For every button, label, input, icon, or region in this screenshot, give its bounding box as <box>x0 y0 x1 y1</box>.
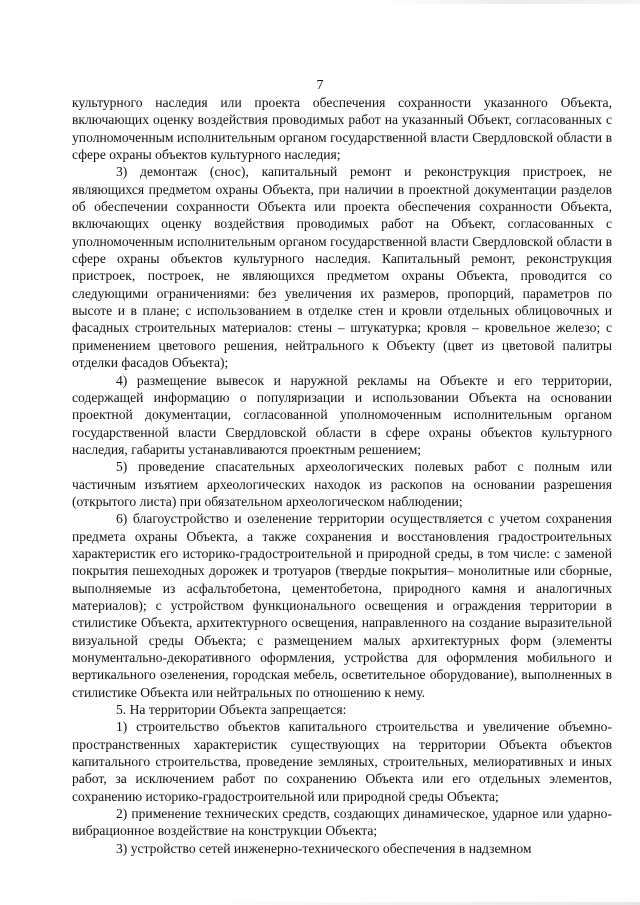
paragraph-item-6-landscaping: 6) благоустройство и озеленение территории осуществляется с учетом сохранения предмета охраны Объекта, а также сохранения и восстановления градостроительных характеристик его историко-градостроительной и природной среды, в том числе: с заменой покрытия пешеходных дорожек и тротуаров (твердые покрытия– монолитные или сборные, выполняемые из асфальтобетона, цементобетона, природного камня и аналогичных материалов); с устройством функционального освещения и ограждения территории в стилистике Объекта, архитектурного освещения, направленного на создание выразительной визуальной среды Объекта; с размещением малых архитектурных форм (элементы монументально-декоративного оформления, устройства для оформления мобильного и вертикального озеленения, городская мебель, осветительное оборудование), выполненных в стилистике Объекта или нейтральных по отношению к нему. <box>72 511 612 700</box>
prohibition-item-1: 1) строительство объектов капитального строительства и увеличение объемно-пространственных характеристик существующих на территории Объекта объектов капитального строительства, проведение земляных, строительных, мелиоративных и иных работ, за исключением работ по сохранению Объекта или его отдельных элементов, сохранению историко-градостроительной или природной среды Объекта; <box>72 719 612 804</box>
paragraph-item-3-demolition: 3) демонтаж (снос), капитальный ремонт и реконструкция пристроек, не являющихся предметом охраны Объекта, при наличии в проектной документации разделов об обеспечении сохранности Объекта или проекта обеспечения сохранности Объекта, включающих оценку воздействия проводимых работ на Объект, согласованных с уполномоченным исполнительным органом государственной власти Свердловской области в сфере охраны объектов культурного наследия. Капитальный ремонт, реконструкция пристроек, построек, не являющихся предметом охраны Объекта, проводится со следующими ограничениями: без увеличения их размеров, пропорций, параметров по высоте и в плане; с использованием в отделке стен и кровли отдельных облицовочных и фасадных строительных материалов: стены – штукатурка; кровля – кровельное железо; с применением цветового решения, нейтрального к Объекту (цвет из цветовой палитры отделки фасадов Объекта); <box>72 164 612 371</box>
page-number: 7 <box>316 78 324 93</box>
section-5-heading: 5. На территории Объекта запрещается: <box>116 702 347 718</box>
paragraph-item-4-signage: 4) размещение вывесок и наружной рекламы на Объекте и его территории, содержащей информацию о популяризации и использовании Объекта на основании проектной документации, согласованной уполномоченным исполнительным органом государственной власти Свердловской области в сфере охраны объектов культурного наследия, габариты устанавливаются проектным решением; <box>72 372 612 457</box>
prohibition-item-2: 2) применение технических средств, создающих динамическое, ударное или ударно-вибрационное воздействие на конструкции Объекта; <box>72 806 612 839</box>
prohibition-item-3: 3) устройство сетей инженерно-технического обеспечения в надземном <box>116 840 532 856</box>
document-body <box>72 94 612 857</box>
paragraph-continuation: культурного наследия или проекта обеспечения сохранности указанного Объекта, включающих оценку воздействия проводимых работ на указанный Объект, согласованных с уполномоченным исполнительным органом государственной власти Свердловской области в сфере охраны объектов культурного наследия; <box>72 95 612 163</box>
paragraph-item-5-archaeology: 5) проведение спасательных археологических полевых работ с полным или частичным изъятием археологических находок из раскопов на основании разрешения (открытого листа) при обязательном археологическом наблюдении; <box>72 459 612 509</box>
scan-edge-top <box>0 0 640 4</box>
